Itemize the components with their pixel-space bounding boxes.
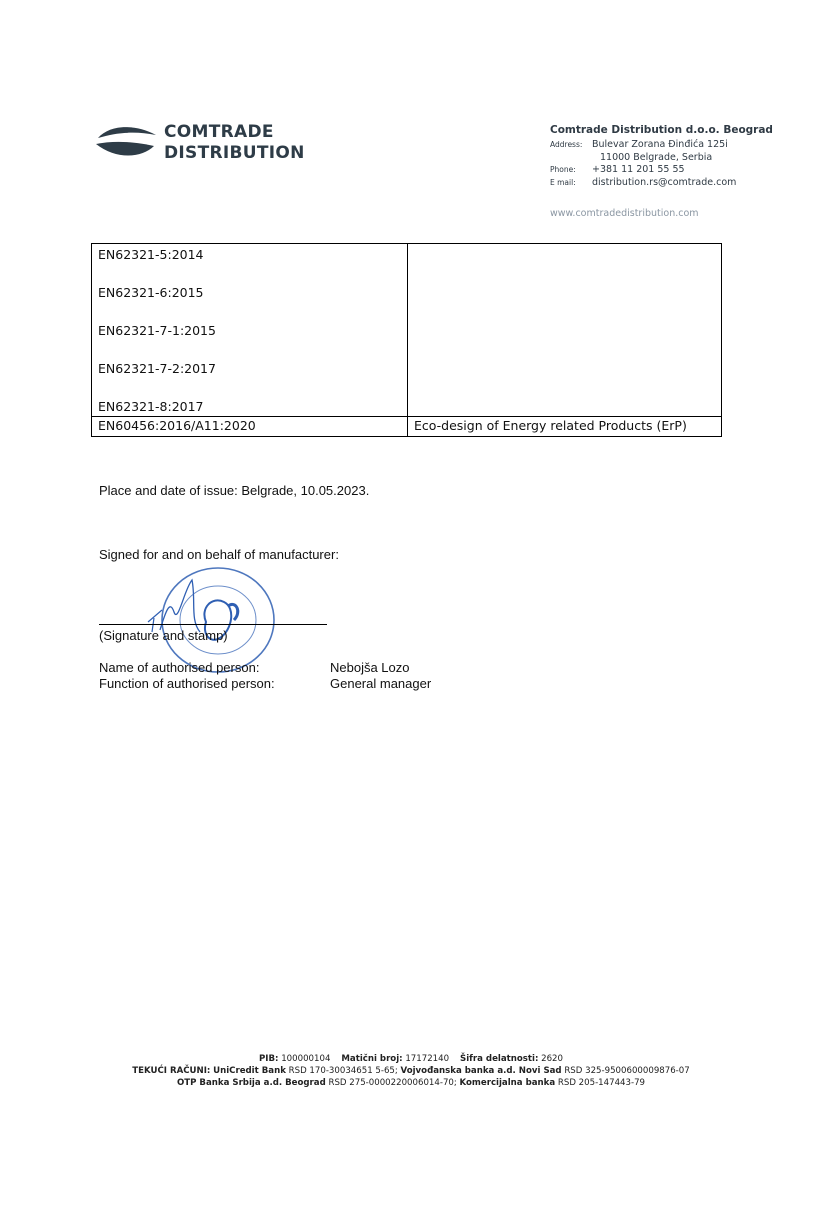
- standard-item: EN60456:2016/A11:2020: [92, 417, 408, 437]
- standard-item: EN62321-5:2014: [98, 247, 204, 262]
- function-row: [99, 676, 431, 692]
- signature-line: [99, 624, 327, 625]
- bank1-name: UniCredit Bank: [213, 1066, 286, 1076]
- address-row: [550, 139, 773, 152]
- company-logo: [96, 122, 316, 166]
- issue-place-date: Place and date of issue: Belgrade, 10.05.2023.: [99, 483, 370, 498]
- standard-item: EN62321-6:2015: [98, 285, 204, 300]
- sd-value: 2620: [541, 1054, 563, 1064]
- name-row: [99, 660, 431, 676]
- logo-line2: DISTRIBUTION: [164, 143, 305, 163]
- address-line2: 11000 Belgrade, Serbia: [600, 151, 713, 163]
- mb-value: 17172140: [405, 1054, 450, 1064]
- footer: [0, 1053, 822, 1089]
- function-value: General manager: [330, 676, 432, 691]
- bank4-name: Komercijalna banka: [459, 1078, 556, 1088]
- function-label: Function of authorised person:: [99, 676, 275, 691]
- standard-item: EN62321-7-2:2017: [98, 361, 216, 376]
- bank2-name: Vojvođanska banka a.d. Novi Sad: [400, 1066, 562, 1076]
- address-label: Address:: [550, 140, 583, 149]
- mb-label: Matični broj:: [341, 1054, 403, 1064]
- company-info: [550, 124, 773, 189]
- sd-label: Šifra delatnosti:: [460, 1054, 539, 1064]
- standards-cell: [92, 244, 408, 417]
- email-value[interactable]: distribution.rs@comtrade.com: [592, 176, 737, 188]
- address-row-2: [550, 152, 773, 165]
- empty-cell: [408, 244, 722, 417]
- bank4-account: RSD 205-147443-79: [557, 1078, 646, 1088]
- email-label: E mail:: [550, 177, 576, 187]
- authorised-person: [99, 660, 431, 692]
- name-value: Nebojša Lozo: [330, 660, 410, 675]
- email-row: [550, 177, 773, 190]
- standards-table: [91, 243, 722, 437]
- footer-line1: [0, 1053, 822, 1065]
- website-link[interactable]: www.comtradedistribution.com: [550, 208, 699, 219]
- name-label: Name of authorised person:: [99, 660, 260, 675]
- phone-label: Phone:: [550, 165, 576, 174]
- pib-label: PIB:: [258, 1054, 279, 1064]
- bank1-account: RSD 170-30034651 5-65;: [288, 1066, 398, 1076]
- signed-for-text: Signed for and on behalf of manufacturer:: [99, 547, 339, 562]
- footer-line3: [0, 1077, 822, 1089]
- logo-line1: COMTRADE: [164, 122, 274, 142]
- address-line1: Bulevar Zorana Đinđića 125i: [592, 139, 728, 150]
- table-row: [92, 417, 722, 437]
- company-name: Comtrade Distribution d.o.o. Beograd: [550, 124, 773, 136]
- pib-value: 100000104: [281, 1054, 331, 1064]
- directive-cell: Eco-design of Energy related Products (ErP): [408, 417, 722, 437]
- standard-item: EN62321-8:2017: [98, 399, 204, 414]
- bank3-name: OTP Banka Srbija a.d. Beograd: [176, 1078, 326, 1088]
- bank3-account: RSD 275-0000220006014-70;: [328, 1078, 457, 1088]
- footer-line2: [0, 1065, 822, 1077]
- phone-value: +381 11 201 55 55: [592, 164, 685, 175]
- phone-row: [550, 164, 773, 177]
- table-row: [92, 244, 722, 417]
- bank2-account: RSD 325-9500600009876-07: [564, 1066, 690, 1076]
- signature-caption: (Signature and stamp): [99, 628, 228, 643]
- logo-swoosh-icon: [96, 122, 158, 162]
- standard-item: EN62321-7-1:2015: [98, 323, 216, 338]
- logo-wordmark: [164, 122, 305, 164]
- accounts-label: TEKUĆI RAČUNI:: [132, 1066, 211, 1076]
